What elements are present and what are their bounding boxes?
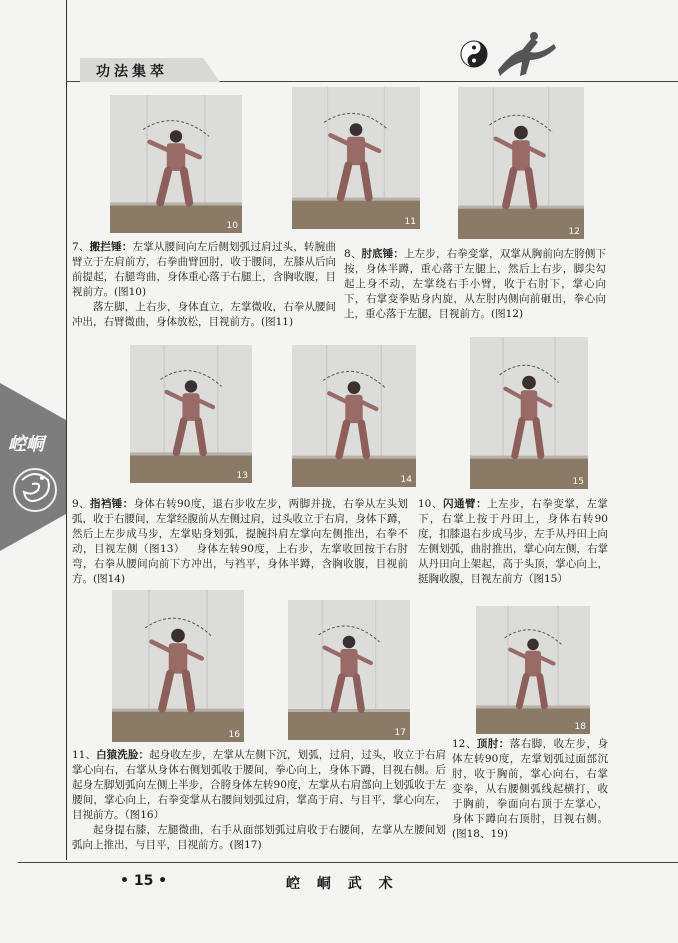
martial-artist-icon	[492, 30, 558, 82]
figure-number: 17	[394, 728, 406, 738]
figure-number: 10	[226, 221, 238, 231]
item-body-2: 起身提右膝，左腿微曲，右手从面部划弧过肩收于右腰间，左掌从左腰间划弧向上推出，与目平，目视前方。(图17)	[72, 824, 446, 851]
item-title: 白猿洗脸：	[96, 749, 150, 761]
footer-rule	[18, 862, 678, 863]
figure-number: 13	[236, 471, 248, 481]
yin-yang-icon	[460, 40, 488, 68]
figure-photo	[292, 87, 420, 229]
item-number: 7、	[72, 241, 90, 253]
figure-number: 12	[568, 227, 580, 237]
item-8	[344, 247, 606, 322]
figure-number: 15	[572, 477, 584, 487]
item-title: 肘底锤：	[361, 248, 405, 260]
figure-number: 11	[404, 217, 416, 227]
figure-photo	[288, 600, 410, 740]
item-body: 上左步，右拳变掌，左掌下，右掌上按于丹田上，身体右转90度，扣膝退右步成马步，左手从丹田上向左侧划弧，曲肘推出，掌心向左侧，右掌从丹田向上架起，高于头顶，掌心向上，挺胸收腹，目视左前方（图15）	[418, 498, 608, 585]
section-title: 功法集萃	[96, 64, 168, 80]
item-number: 10、	[418, 498, 443, 510]
item-title: 搬拦锤：	[89, 241, 133, 253]
dragon-icon	[12, 460, 58, 520]
item-body: 起身收左步，左掌从左侧下沉，划弧，过肩，过头，收立于右肩掌心向右，右掌从身体右侧划弧收于腰间，拳心向上，身体下蹲，目视右侧。后起身左脚划弧向左侧上半步，合胯身体左转90度，左掌从右肩部向上划弧收于左腰间，掌心向上，右拳变掌从右腰间划弧过肩，掌高于肩、与目平，掌心向左，目视前方。（图16）	[72, 749, 447, 821]
figure-number: 16	[228, 730, 240, 740]
item-body: 身体右转90度，退右步收左步，两脚并拢，右拳从左头划弧，收于右腰间，左掌经腹前从左侧过肩，过头收立于右肩，身体下蹲，然后上左步成马步，左掌贴身划弧，提腕抖肩左掌向左侧推出，右拳不动，目视左侧（图13）	[72, 498, 408, 555]
figure-photo	[112, 590, 244, 742]
item-body: 上左步，右拳变掌，双掌从胸前向左胯侧下按，身体半蹲，重心落于左腿上，然后上右步，脚尖勾起上身不动，左掌绕右手小臂，收于右肘下，掌心向下，右掌变拳贴身内旋，从左肘内侧向前砸出，拳心向上，重心落于左腿，目视前方。(图12)	[344, 248, 607, 320]
item-7	[72, 240, 336, 330]
item-body: 左掌从腰间向左后侧划弧过肩过头，转腕曲臂立于左肩前方，右拳曲臂回肘，收于腰间，左膝从后向前提起，右腿弯曲，身体重心落于右腿上，含胸收腹，目视前方。(图10)	[72, 241, 336, 298]
item-number: 11、	[72, 749, 97, 761]
item-body: 落右脚，收左步，身体左转90度，左掌划弧过面部沉肘，收于胸前，掌心向右，右掌变拳，从右腰侧弧线起横打，收于胸前，拳面向右顶于左掌心，身体下蹲向右顶肘，目视右侧。(图18、19)	[452, 738, 609, 840]
item-body-2: 身体左转90度，上右步，左掌收回按于右肘弯，右拳从腰间向前下方冲出，与裆平，身体半蹲，含胸收腹，目视前方。(图14)	[72, 543, 408, 585]
figure-number: 14	[400, 475, 412, 485]
item-body-2: 落左脚，上右步，身体直立，左掌微收，右拳从腰间冲出，右臂微曲，身体放松，目视前方。(图11)	[72, 301, 336, 328]
figure-photo	[458, 87, 584, 239]
figure-photo	[476, 606, 590, 734]
item-9	[72, 497, 408, 587]
item-title: 闪通臂：	[442, 498, 488, 510]
figure-photo	[470, 337, 588, 489]
item-number: 8、	[344, 248, 362, 260]
figure-photo	[110, 95, 242, 233]
item-title: 顶肘：	[476, 738, 510, 750]
item-number: 12、	[452, 738, 477, 750]
sidebar-title: 崆峒	[8, 434, 44, 455]
item-10	[418, 497, 608, 587]
item-12	[452, 737, 608, 842]
figure-photo	[130, 345, 252, 483]
margin-rule	[66, 0, 67, 860]
figure-photo	[292, 345, 416, 487]
item-title: 指裆锤：	[89, 498, 134, 510]
item-11	[72, 748, 446, 853]
figure-number: 18	[574, 722, 586, 732]
page-number: • 15 •	[120, 873, 168, 889]
footer-title: 崆 峒 武 术	[286, 876, 399, 892]
item-number: 9、	[72, 498, 90, 510]
